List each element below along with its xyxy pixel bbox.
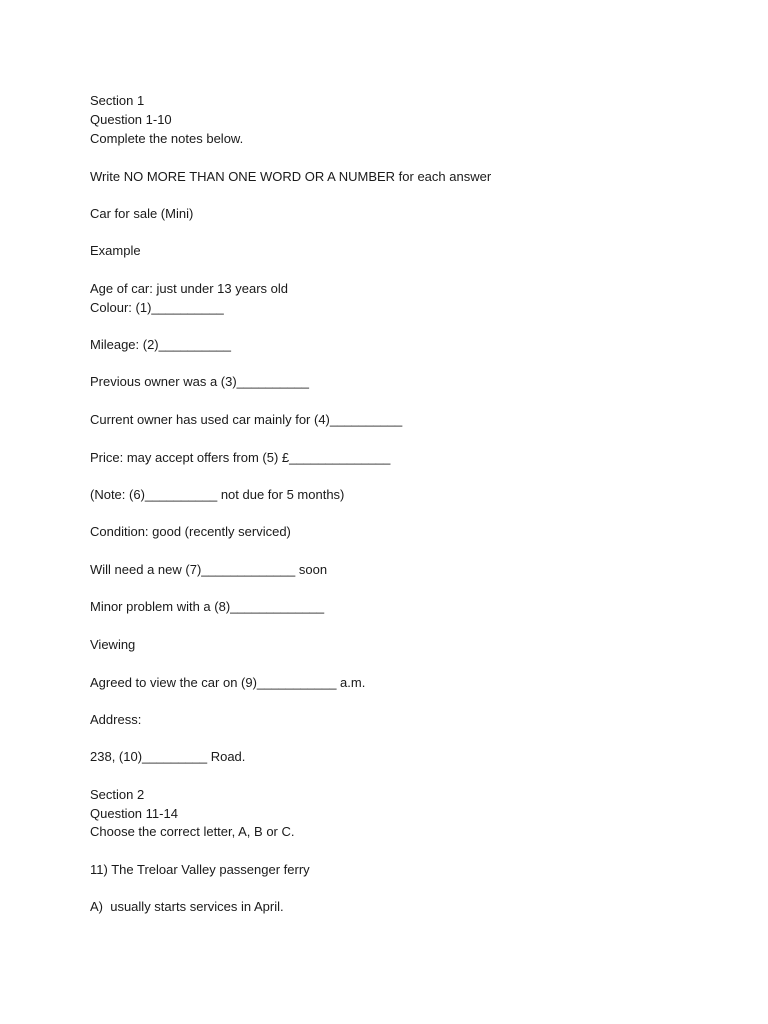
note-line-mileage: Mileage: (2)__________ [90, 337, 231, 352]
section-1-heading: Section 1 [90, 93, 145, 108]
note-line-age: Age of car: just under 13 years old [90, 281, 289, 296]
note-line-minor-problem: Minor problem with a (8)_____________ [90, 599, 325, 614]
viewing-label: Viewing [90, 637, 136, 652]
section-1-question-range: Question 1-10 [90, 112, 172, 127]
viewing-line: Agreed to view the car on (9)___________ a.m. [90, 675, 366, 690]
note-line-current-owner: Current owner has used car mainly for (4)__________ [90, 412, 403, 427]
note-line-note: (Note: (6)__________ not due for 5 months) [90, 487, 345, 502]
note-line-colour: Colour: (1)__________ [90, 300, 224, 315]
notes-title: Car for sale (Mini) [90, 206, 194, 221]
example-label: Example [90, 243, 141, 258]
section-2-question-range: Question 11-14 [90, 806, 178, 821]
note-line-condition: Condition: good (recently serviced) [90, 524, 291, 539]
question-11-option-a: A) usually starts services in April. [90, 899, 284, 914]
address-label: Address: [90, 712, 142, 727]
note-line-new-part: Will need a new (7)_____________ soon [90, 562, 328, 577]
question-11: 11) The Treloar Valley passenger ferry [90, 862, 310, 877]
section-2-instruction: Choose the correct letter, A, B or C. [90, 824, 295, 839]
section-2-heading: Section 2 [90, 787, 145, 802]
word-limit-instruction: Write NO MORE THAN ONE WORD OR A NUMBER for each answer [90, 169, 492, 184]
section-1-instruction: Complete the notes below. [90, 131, 244, 146]
note-line-previous-owner: Previous owner was a (3)__________ [90, 374, 309, 389]
address-line: 238, (10)_________ Road. [90, 749, 246, 764]
note-line-price: Price: may accept offers from (5) £______________ [90, 450, 391, 465]
